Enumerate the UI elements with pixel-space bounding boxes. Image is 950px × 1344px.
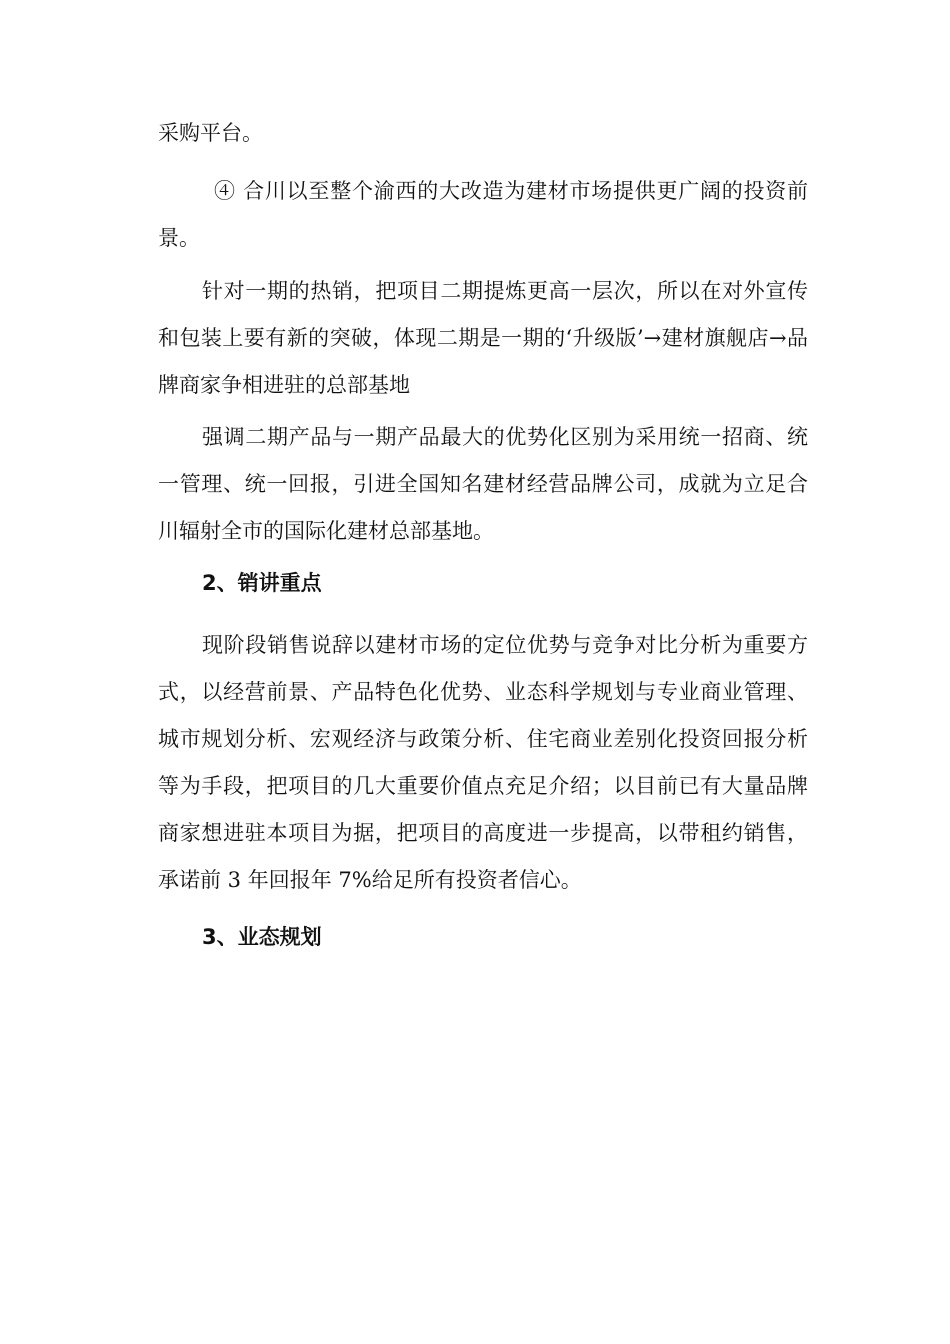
heading-sales-points: 2、销讲重点 [202, 571, 322, 595]
paragraph-item-4: ④ 合川以至整个渝西的大改造为建材市场提供更广阔的投资前景。 [158, 179, 808, 250]
heading-business-planning: 3、业态规划 [202, 925, 322, 949]
paragraph-sales-points: 现阶段销售说辞以建材市场的定位优势与竞争对比分析为重要方式，以经营前景、产品特色化优势、业态科学规划与专业商业管理、城市规划分析、宏观经济与政策分析、住宅商业差别化投资回报分析等为手段，把项目的几大重要价值点充足介绍；以目前已有大量品牌商家想进驻本项目为据，把项目的高度进一步提高，以带租约销售，承诺前 3 年回报年 7%给足所有投资者信心。 [158, 633, 808, 892]
paragraph-advantage: 强调二期产品与一期产品最大的优势化区别为采用统一招商、统一管理、统一回报，引进全国知名建材经营品牌公司，成就为立足合川辐射全市的国际化建材总部基地。 [158, 425, 808, 543]
paragraph-phase-two: 针对一期的热销，把项目二期提炼更高一层次，所以在对外宣传和包装上要有新的突破，体现二期是一期的‘升级版’→建材旗舰店→品牌商家争相进驻的总部基地 [158, 279, 808, 397]
paragraph-continuation: 采购平台。 [158, 121, 263, 145]
